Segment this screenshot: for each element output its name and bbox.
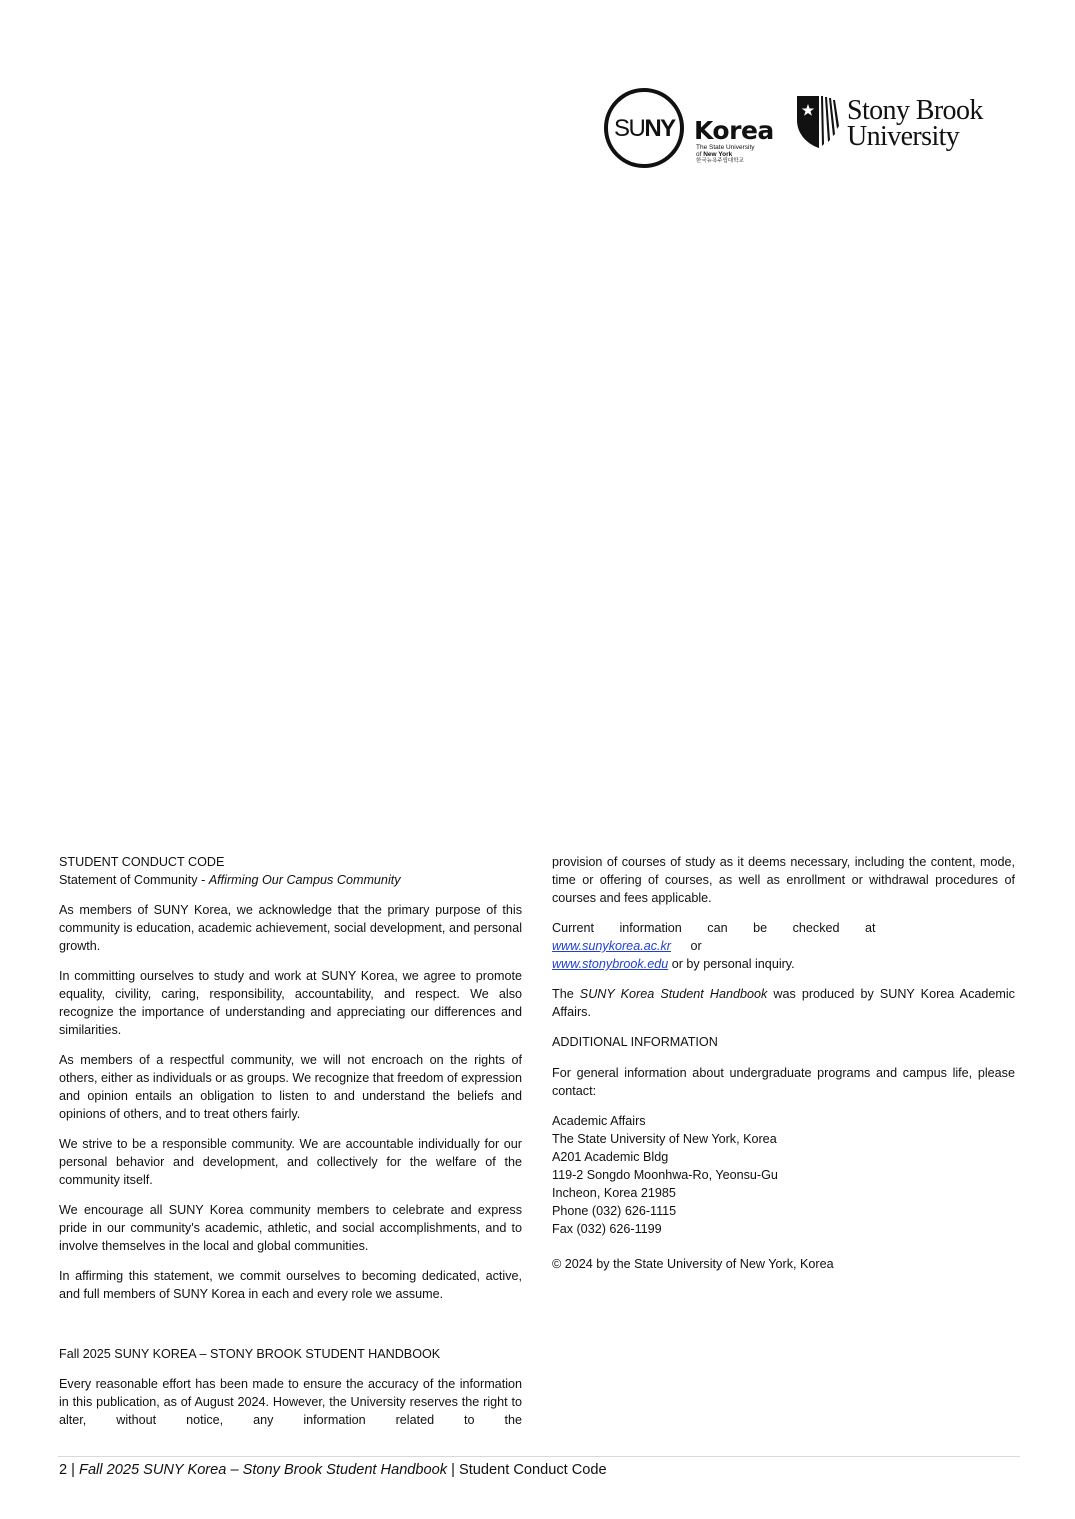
sunykorea-website-link[interactable]: www.sunykorea.ac.kr: [552, 939, 671, 953]
footer-section-name: Student Conduct Code: [458, 1462, 607, 1478]
suny-wordmark: [614, 115, 675, 143]
stony-brook-logo: [795, 94, 1000, 169]
address-line: Incheon, Korea 21985: [552, 1186, 676, 1200]
handbook-heading: Fall 2025 SUNY KOREA – STONY BROOK STUDENT HANDBOOK: [59, 1347, 441, 1361]
stony-brook-line-2: University: [847, 121, 960, 152]
contact-intro: For general information about undergraduate programs and campus life, please contact:: [552, 1066, 1015, 1098]
section-heading: STUDENT CONDUCT CODE: [59, 855, 225, 869]
paragraph: As members of a respectful community, we will not encroach on the rights of others, either as individuals or as groups. We recognize that freedom of expression and opinion entails an obligation to listen to and understand the beliefs and opinions of others, and to treat others fairly.: [59, 1053, 522, 1121]
stony-brook-shield-icon: [795, 94, 841, 152]
spacer: [59, 1315, 522, 1345]
header-logos: [600, 84, 1000, 180]
right-column: [552, 853, 1015, 1285]
suny-sub-line-2: of New York: [696, 151, 733, 158]
suny-korea-logo: [604, 86, 784, 178]
disclaimer-paragraph: Every reasonable effort has been made to ensure the accuracy of the information in this publication, as of August 2024. However, the University reserves the right to alter, without notice, any information related to the: [59, 1377, 522, 1427]
korea-wordmark: Korea: [694, 116, 774, 145]
current-info-paragraph: Current information can be checked at www.sunykorea.ac.kr or www.stonybrook.edu or by personal inquiry.: [552, 921, 876, 971]
suny-wordmark-bold: NY: [644, 115, 675, 142]
paragraph: In affirming this statement, we commit ourselves to becoming dedicated, active, and full members of SUNY Korea in each and every role we assume.: [59, 1269, 522, 1301]
produced-by-paragraph: The SUNY Korea Student Handbook was produced by SUNY Korea Academic Affairs.: [552, 987, 1015, 1019]
contact-address: [552, 1112, 1015, 1238]
additional-info-heading: ADDITIONAL INFORMATION: [552, 1035, 718, 1049]
suny-wordmark-light: SU: [614, 115, 645, 142]
address-line: A201 Academic Bldg: [552, 1150, 669, 1164]
stony-brook-wordmark: [847, 95, 983, 152]
address-line: Academic Affairs: [552, 1114, 646, 1128]
section-subheading: Statement of Community - Affirming Our Campus Community: [59, 873, 401, 887]
footer-divider: [58, 1456, 1020, 1457]
address-line: The State University of New York, Korea: [552, 1132, 777, 1146]
phone-number: Phone (032) 626-1115: [552, 1204, 677, 1218]
stony-brook-line-1: Stony Brook: [847, 95, 983, 126]
footer-handbook-title: Fall 2025 SUNY Korea – Stony Brook Student Handbook: [79, 1462, 448, 1478]
paragraph: We encourage all SUNY Korea community members to celebrate and express pride in our community's academic, athletic, and social accomplishments, and to involve themselves in the local and global communities.: [59, 1203, 522, 1253]
suny-sub-line-1: The State University: [696, 144, 755, 151]
disclaimer-continued: provision of courses of study as it deems necessary, including the content, mode, time or offering of courses, as well as enrollment or withdrawal procedures of courses and fees applicable.: [552, 855, 1015, 905]
stonybrook-website-link[interactable]: www.stonybrook.edu: [552, 957, 669, 971]
paragraph: We strive to be a responsible community. We are accountable individually for our personal behavior and development, and collectively for the welfare of the community itself.: [59, 1137, 522, 1187]
paragraph: In committing ourselves to study and work at SUNY Korea, we agree to promote equality, civility, caring, responsibility, accountability, and respect. We also recognize the importance of understanding and appreciating our differences and similarities.: [59, 969, 522, 1037]
fax-number: Fax (032) 626-1199: [552, 1222, 662, 1236]
subheading-italic: Affirming Our Campus Community: [208, 873, 401, 887]
handbook-title-italic: SUNY Korea Student Handbook: [579, 987, 768, 1001]
suny-sub-line-3: 한국뉴욕주립대학교: [696, 158, 744, 164]
copyright-notice: © 2024 by the State University of New York, Korea: [552, 1257, 834, 1271]
page-number: 2: [59, 1462, 68, 1478]
page-footer: 2 | Fall 2025 SUNY Korea – Stony Brook Student Handbook | Student Conduct Code: [59, 1462, 607, 1478]
address-line: 119-2 Songdo Moonhwa-Ro, Yeonsu-Gu: [552, 1168, 778, 1182]
suny-korea-subtitle: [696, 144, 755, 165]
left-column: [59, 853, 522, 1441]
paragraph: As members of SUNY Korea, we acknowledge that the primary purpose of this community is education, academic achievement, social development, and personal growth.: [59, 903, 522, 953]
